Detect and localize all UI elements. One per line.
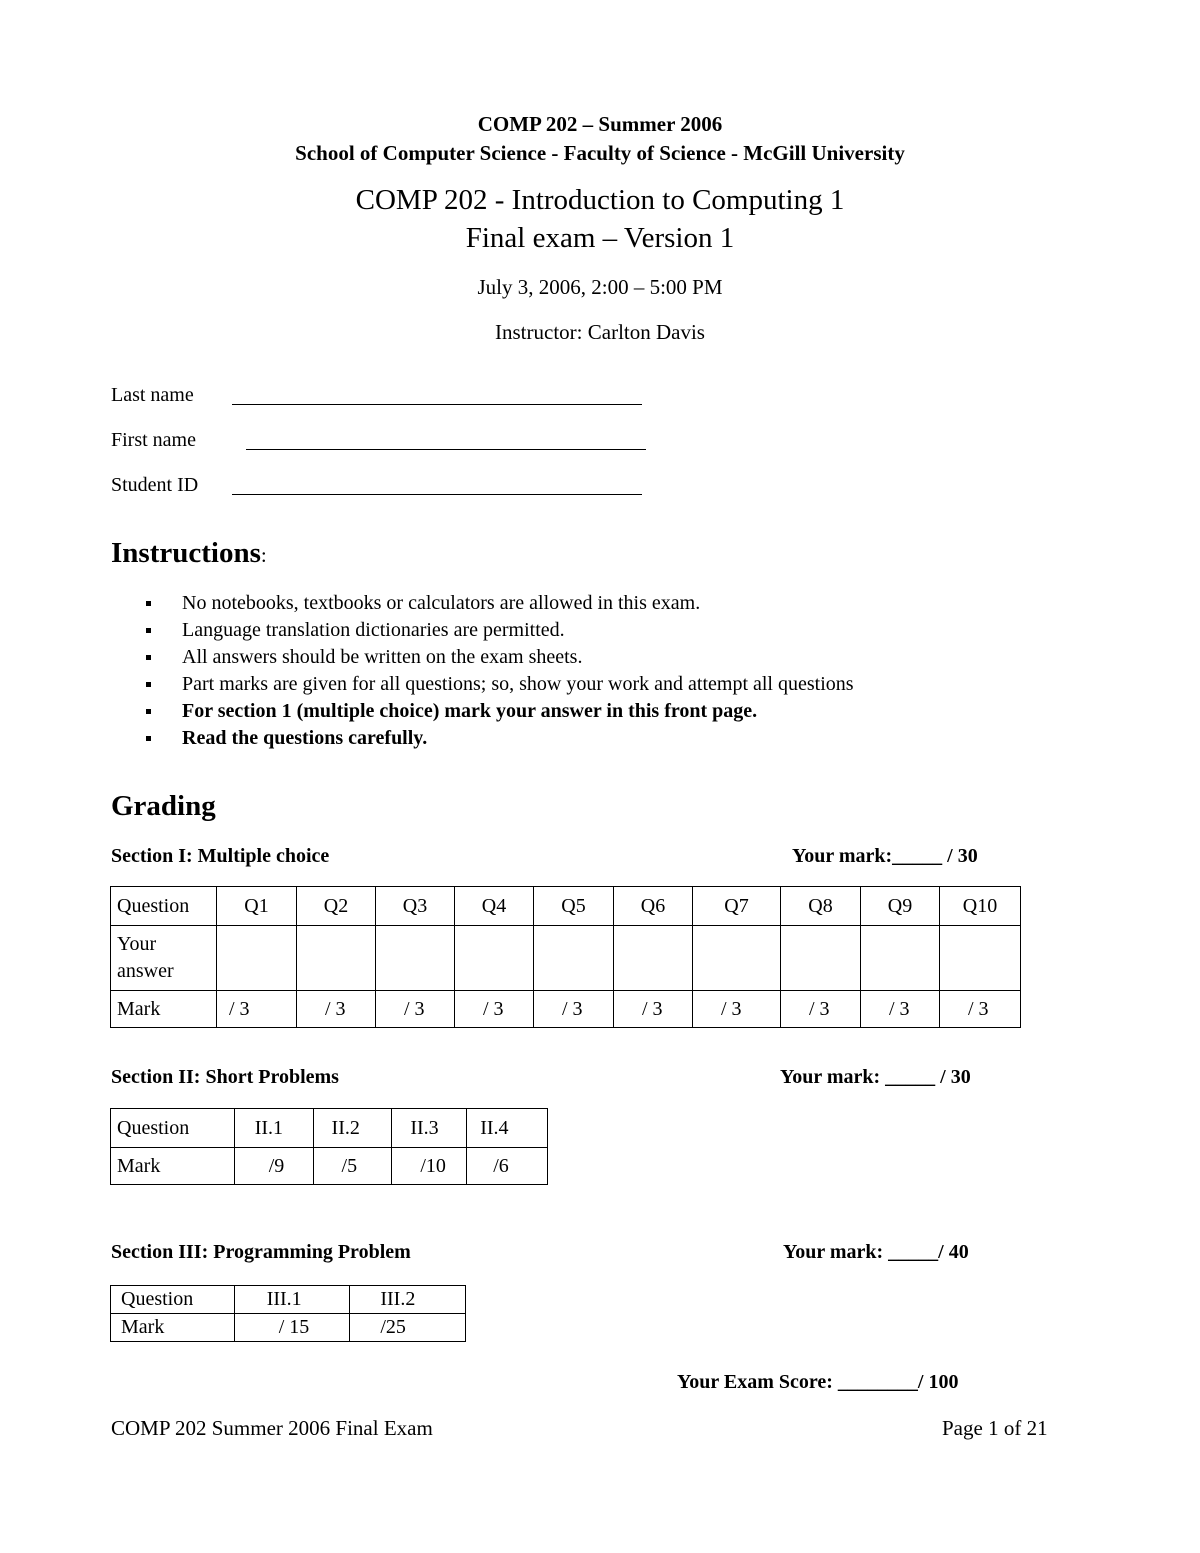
first-name-line[interactable] <box>246 449 646 450</box>
section1-mark: Your mark:_____ / 30 <box>792 845 978 867</box>
last-name-label: Last name <box>111 384 194 406</box>
list-item: Part marks are given for all questions; so, show your work and attempt all questions <box>111 671 854 698</box>
table-cell: /5 <box>313 1148 392 1185</box>
answer-cell[interactable] <box>861 926 940 991</box>
bullet-icon <box>146 601 151 606</box>
table-row <box>111 926 1021 991</box>
footer-course: COMP 202 Summer 2006 Final Exam <box>111 1416 433 1440</box>
instructions-heading-text: Instructions <box>111 537 261 569</box>
table-cell: / 3 <box>861 991 940 1028</box>
section2-title: Section II: Short Problems <box>111 1066 339 1088</box>
section3-title: Section III: Programming Problem <box>111 1241 411 1263</box>
answer-cell[interactable] <box>614 926 693 991</box>
table-cell: II.4 <box>467 1109 548 1148</box>
table-cell: Question <box>111 1109 235 1148</box>
answer-cell[interactable] <box>534 926 614 991</box>
table-cell: III.2 <box>350 1286 466 1314</box>
exam-subtitle: Final exam – Version 1 <box>465 222 735 254</box>
first-name-label: First name <box>111 429 196 451</box>
table-cell: / 3 <box>940 991 1021 1028</box>
section2-table <box>110 1108 548 1185</box>
answer-cell[interactable] <box>781 926 861 991</box>
table-cell: / 3 <box>217 991 297 1028</box>
table-row <box>111 1314 466 1342</box>
bullet-icon <box>146 655 151 660</box>
table-cell: Q5 <box>534 887 614 926</box>
table-cell: Your answer <box>111 926 217 991</box>
list-item: All answers should be written on the exam sheets. <box>111 644 854 671</box>
table-cell: II.3 <box>392 1109 467 1148</box>
table-row <box>111 887 1021 926</box>
answer-cell[interactable] <box>376 926 455 991</box>
table-cell: Q3 <box>376 887 455 926</box>
table-cell: /10 <box>392 1148 467 1185</box>
table-cell: /6 <box>467 1148 548 1185</box>
table-cell: Mark <box>111 1148 235 1185</box>
answer-cell[interactable] <box>940 926 1021 991</box>
answer-cell[interactable] <box>455 926 534 991</box>
instructor: Instructor: Carlton Davis <box>495 320 705 344</box>
table-cell: Question <box>111 1286 235 1314</box>
school-line: School of Computer Science - Faculty of Science - McGill University <box>295 141 905 165</box>
answer-cell[interactable] <box>693 926 781 991</box>
table-cell: /9 <box>234 1148 313 1185</box>
instructions-heading-colon: : <box>260 543 267 567</box>
table-cell: / 3 <box>614 991 693 1028</box>
section1-title: Section I: Multiple choice <box>111 845 330 867</box>
table-cell: /25 <box>350 1314 466 1342</box>
section3-mark: Your mark: _____/ 40 <box>783 1241 969 1263</box>
table-cell: Q9 <box>861 887 940 926</box>
grading-heading: Grading <box>111 790 216 822</box>
table-cell: II.1 <box>234 1109 313 1148</box>
table-cell: Q10 <box>940 887 1021 926</box>
bullet-icon <box>146 682 151 687</box>
table-cell: Mark <box>111 1314 235 1342</box>
list-item: No notebooks, textbooks or calculators are allowed in this exam. <box>111 590 854 617</box>
table-cell: / 3 <box>455 991 534 1028</box>
bullet-icon <box>146 736 151 741</box>
table-cell: III.1 <box>234 1286 350 1314</box>
table-cell: Q8 <box>781 887 861 926</box>
list-item: For section 1 (multiple choice) mark your answer in this front page. <box>111 698 854 725</box>
answer-cell[interactable] <box>297 926 376 991</box>
table-cell: Q4 <box>455 887 534 926</box>
section1-table <box>110 886 1021 1028</box>
table-cell: II.2 <box>313 1109 392 1148</box>
table-cell: Mark <box>111 991 217 1028</box>
list-item: Language translation dictionaries are permitted. <box>111 617 854 644</box>
table-row <box>111 1286 466 1314</box>
exam-datetime: July 3, 2006, 2:00 – 5:00 PM <box>477 275 723 299</box>
table-cell: / 3 <box>781 991 861 1028</box>
table-cell: Q1 <box>217 887 297 926</box>
section3-table <box>110 1285 466 1342</box>
student-id-line[interactable] <box>232 494 642 495</box>
table-cell: / 15 <box>234 1314 350 1342</box>
instructions-list <box>111 590 854 752</box>
instructions-heading <box>111 537 267 570</box>
exam-title: COMP 202 - Introduction to Computing 1 <box>355 184 845 216</box>
student-id-label: Student ID <box>111 474 199 496</box>
course-term: COMP 202 – Summer 2006 <box>477 112 723 136</box>
bullet-icon <box>146 709 151 714</box>
last-name-line[interactable] <box>232 404 642 405</box>
table-cell: Q7 <box>693 887 781 926</box>
table-row <box>111 1109 548 1148</box>
total-exam-score: Your Exam Score: ________/ 100 <box>677 1371 959 1393</box>
table-cell: Q2 <box>297 887 376 926</box>
answer-cell[interactable] <box>217 926 297 991</box>
bullet-icon <box>146 628 151 633</box>
table-cell: / 3 <box>297 991 376 1028</box>
list-item: Read the questions carefully. <box>111 725 854 752</box>
table-cell: / 3 <box>376 991 455 1028</box>
table-cell: Q6 <box>614 887 693 926</box>
table-cell: Question <box>111 887 217 926</box>
table-cell: / 3 <box>534 991 614 1028</box>
table-row <box>111 1148 548 1185</box>
table-row <box>111 991 1021 1028</box>
table-cell: / 3 <box>693 991 781 1028</box>
section2-mark: Your mark: _____ / 30 <box>780 1066 971 1088</box>
footer-page-number: Page 1 of 21 <box>942 1416 1048 1440</box>
